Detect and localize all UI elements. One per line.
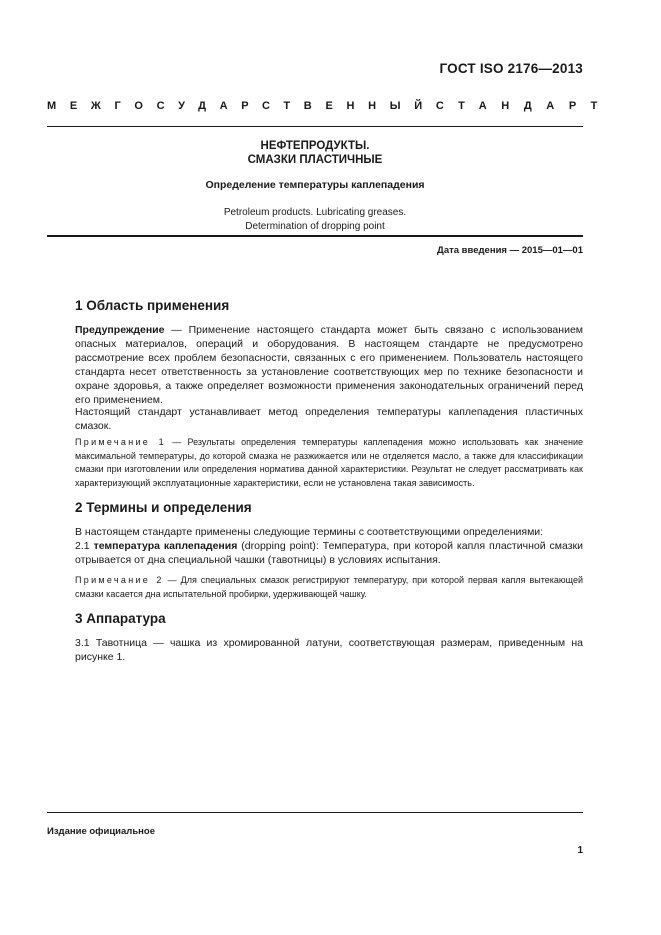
section-2-paragraph-1: В настоящем стандарте применены следующие термины с соответствующими определениями: (75, 526, 544, 538)
banner-word-interstate: МЕЖГОСУДАРСТВЕННЫЙ (47, 100, 436, 112)
section-3-paragraph-1: 3.1 Тавотница — чашка из хромированной латуни, соответствующая размерам, приведенным на рисунке 1. (75, 637, 583, 663)
footer-divider (47, 812, 583, 813)
page-number: 1 (577, 845, 583, 856)
note-2-text: — Для специальных смазок регистрируют температуру, при которой первая капля вытекающей смазки касается дна испытательной пробирки, удерживающей чашку. (75, 575, 583, 599)
term-number: 2.1 (75, 540, 94, 552)
english-title-line-1: Petroleum products. Lubricating greases. (223, 207, 407, 218)
english-title-line-2: Determination of dropping point (245, 220, 385, 232)
section-1-heading: 1 Область применения (75, 298, 230, 313)
section-1-paragraph-2: Настоящий стандарт устанавливает метод определения температуры каплепадения пластичных смазок. (75, 406, 583, 432)
term-name: температура каплепадения (93, 540, 238, 552)
introduction-date: Дата введения — 2015—01—01 (437, 245, 583, 256)
warning-label: Предупреждение (75, 324, 165, 336)
note-2-label: Примечание 2 (75, 575, 164, 585)
note-2 (75, 574, 583, 601)
standard-banner (47, 100, 612, 112)
term-2-1 (75, 539, 583, 567)
note-1 (75, 436, 583, 490)
note-1-label: Примечание 1 (75, 437, 166, 447)
top-divider (47, 126, 583, 127)
title-divider (47, 235, 583, 237)
banner-word-standard: СТАНДАРТ (435, 100, 612, 112)
official-edition-label: Издание официальное (47, 826, 155, 837)
section-2-heading: 2 Термины и определения (75, 500, 252, 515)
warning-text: — Применение настоящего стандарта может быть связано с использованием опасных материалов, операций и оборудования. В настоящем стандарте не предусмотрено рассмотрение всех проблем безопасности, связанных с его применением. Пользователь настоящего стандарта несет ответственность за установление соответствующих мер по технике безопасности и охране здоровья, а также определяет возможности применения законодательных ограничений перед его применением. (75, 324, 583, 406)
document-subtitle: Определение температуры каплепадения (205, 179, 425, 191)
note-1-text: — Результаты определения температуры каплепадения можно использовать как значение максимальной температуры, до которой смазка не разжижается или не отделяется масло, а также для классификации смазки при изготовлении или определения норматива данной характеристики. Результат не следует рассматривать как характеризующий эксплуатационные характеристики, если не установлена такая зависимость. (75, 437, 583, 488)
term-definition: (dropping point): Температура, при которой капля пластичной смазки отрывается от дна специальной чашки (тавотницы) в условиях испытания. (75, 540, 584, 566)
section-3-heading: 3 Аппаратура (75, 611, 166, 626)
title-line-1: НЕФТЕПРОДУКТЫ. (260, 140, 370, 152)
title-line-2: СМАЗКИ ПЛАСТИЧНЫЕ (247, 154, 383, 166)
english-title (47, 206, 583, 233)
document-code: ГОСТ ISO 2176—2013 (439, 61, 583, 76)
document-title (47, 139, 583, 167)
section-1-warning (75, 323, 583, 407)
